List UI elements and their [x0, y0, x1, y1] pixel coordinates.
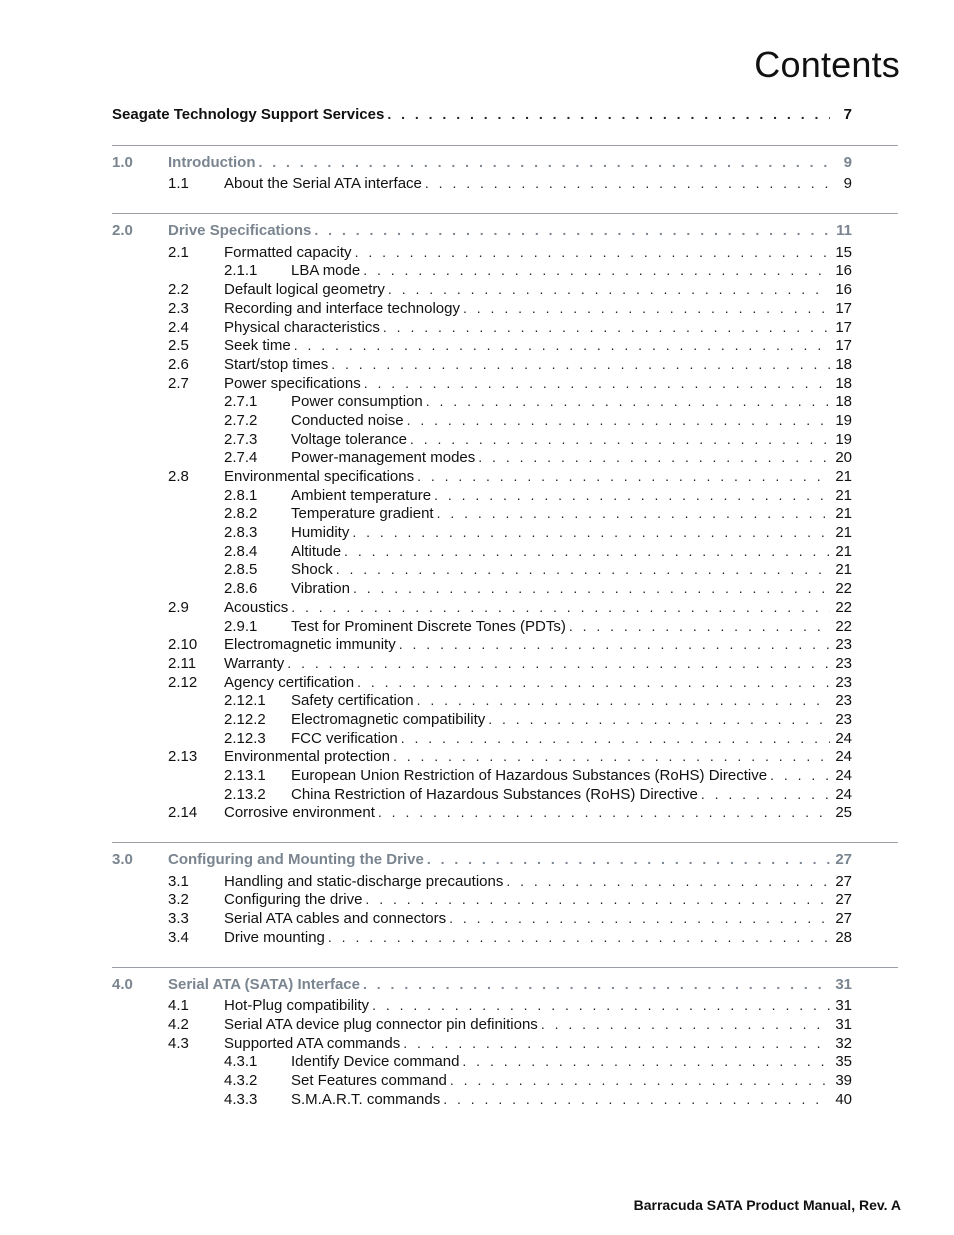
toc-entry[interactable]	[112, 1015, 852, 1034]
toc-entry[interactable]	[112, 890, 852, 909]
toc-entry-number: 2.1.1	[224, 262, 258, 280]
toc-entry[interactable]	[112, 1052, 852, 1071]
leader-dots	[378, 803, 830, 822]
toc-entry[interactable]	[112, 803, 852, 822]
toc-entry-page: 21	[835, 542, 852, 560]
leader-dots	[701, 785, 830, 804]
toc-entry-number: 2.5	[168, 337, 189, 355]
toc-entry[interactable]	[112, 243, 852, 262]
toc-entry-label: Supported ATA commands	[224, 1034, 401, 1052]
toc-entry-number: 2.4	[168, 318, 189, 336]
toc-entry-support[interactable]	[112, 105, 852, 124]
toc-entry-page: 21	[835, 561, 852, 579]
toc-entry[interactable]	[112, 654, 852, 673]
toc-entry-page: 18	[835, 374, 852, 392]
leader-dots	[388, 280, 830, 299]
leader-dots	[336, 560, 830, 579]
toc-entry-page: 39	[835, 1071, 852, 1089]
toc-section	[112, 842, 852, 946]
toc-entry-number: 4.3.2	[224, 1071, 258, 1089]
toc-entry-label: Drive Specifications	[168, 222, 312, 240]
toc-entry-label: Ambient temperature	[291, 486, 432, 504]
toc-entry-number: 3.3	[168, 910, 189, 928]
toc-entry-page: 31	[835, 997, 852, 1015]
toc-entry-page: 17	[835, 299, 852, 317]
leader-dots	[417, 691, 830, 710]
toc-chapter[interactable]	[112, 975, 852, 994]
leader-dots	[506, 872, 830, 891]
toc-entry[interactable]	[112, 1034, 852, 1053]
toc-entry-number: 2.11	[168, 654, 197, 672]
toc-entry[interactable]	[112, 355, 852, 374]
toc-entry[interactable]	[112, 318, 852, 337]
toc-entry-page: 24	[835, 748, 852, 766]
toc-entry[interactable]	[112, 1071, 852, 1090]
toc-entry[interactable]	[112, 928, 852, 947]
toc-entry-label: Power consumption	[291, 393, 423, 411]
toc-entry[interactable]	[112, 336, 852, 355]
toc-entry-number: 2.8.2	[224, 505, 258, 523]
page-footer: Barracuda SATA Product Manual, Rev. A	[633, 1197, 901, 1213]
toc-entry-page: 18	[835, 393, 852, 411]
leader-dots	[258, 153, 830, 172]
toc-entry-label: Humidity	[291, 524, 350, 542]
toc-entry-number: 4.3.1	[224, 1053, 258, 1071]
toc-entry-label: Warranty	[224, 654, 285, 672]
leader-dots	[437, 504, 830, 523]
toc-entry-page: 32	[835, 1034, 852, 1052]
toc-entry[interactable]	[112, 504, 852, 523]
toc-entry-label: Handling and static-discharge precautions	[224, 872, 504, 890]
toc-entry-number: 2.14	[168, 804, 198, 822]
toc-entry-number: 4.2	[168, 1015, 189, 1033]
toc-entry-page: 21	[835, 468, 852, 485]
toc-entry-page: 23	[835, 710, 852, 728]
toc-entry-number: 1.1	[168, 175, 189, 193]
toc-entry-page: 9	[843, 153, 852, 171]
toc-entry-label: Test for Prominent Discrete Tones (PDTs)	[291, 617, 566, 635]
toc-entry-number: 2.10	[168, 636, 198, 654]
leader-dots	[478, 448, 830, 467]
toc-entry-number: 1.0	[112, 153, 133, 171]
toc-entry[interactable]	[112, 617, 852, 636]
toc-entry-page: 20	[835, 449, 852, 467]
toc-entry-page: 28	[835, 928, 852, 946]
leader-dots	[372, 996, 830, 1015]
toc-entry-label: Serial ATA device plug connector pin definitions	[224, 1015, 538, 1033]
section-divider	[112, 145, 898, 146]
toc-entry-label: Electromagnetic compatibility	[291, 710, 486, 728]
toc-entry[interactable]	[112, 996, 852, 1015]
table-of-contents	[112, 105, 852, 1108]
toc-entry-label: European Union Restriction of Hazardous Substances (RoHS) Directive	[291, 767, 768, 784]
leader-dots	[331, 355, 830, 374]
leader-dots	[383, 318, 830, 337]
toc-entry[interactable]	[112, 785, 852, 804]
toc-entry-label: Temperature gradient	[291, 505, 434, 523]
leader-dots	[463, 299, 830, 318]
toc-entry-page: 21	[835, 505, 852, 523]
toc-entry[interactable]	[112, 1090, 852, 1109]
toc-entry-label: About the Serial ATA interface	[224, 175, 422, 193]
leader-dots	[364, 374, 830, 393]
toc-entry-page: 23	[835, 654, 852, 672]
toc-entry-label: Serial ATA (SATA) Interface	[168, 975, 360, 993]
toc-entry-page: 27	[835, 891, 852, 909]
toc-entry[interactable]	[112, 374, 852, 393]
toc-entry-label: Identify Device command	[291, 1053, 460, 1071]
toc-entry-page: 24	[835, 785, 852, 803]
toc-entry-label: S.M.A.R.T. commands	[291, 1090, 441, 1108]
toc-entry-page: 15	[835, 243, 852, 261]
toc-entry-number: 4.0	[112, 975, 133, 993]
toc-entry-page: 17	[835, 318, 852, 336]
toc-entry[interactable]	[112, 747, 852, 766]
toc-entry[interactable]	[112, 448, 852, 467]
toc-entry-number: 4.1	[168, 997, 189, 1015]
toc-entry-label: FCC verification	[291, 729, 398, 747]
toc-entry-label: Corrosive environment	[224, 804, 375, 822]
leader-dots	[541, 1015, 830, 1034]
toc-entry-label: Start/stop times	[224, 355, 329, 373]
toc-section	[112, 145, 852, 193]
toc-entry-label: Power-management modes	[291, 449, 476, 467]
toc-entry-number: 2.8.6	[224, 580, 258, 598]
toc-entry-label: Vibration	[291, 580, 350, 598]
toc-entry-label: Environmental specifications	[224, 468, 415, 485]
toc-section	[112, 213, 852, 822]
toc-entry[interactable]	[112, 673, 852, 692]
toc-entry[interactable]	[112, 299, 852, 318]
toc-entry-label: Default logical geometry	[224, 281, 385, 299]
toc-entry-number: 2.13.2	[224, 785, 266, 803]
toc-entry[interactable]	[112, 430, 852, 449]
toc-entry-number: 2.8.4	[224, 542, 258, 560]
toc-entry[interactable]	[112, 486, 852, 505]
leader-dots	[403, 1034, 830, 1053]
leader-dots	[443, 1090, 830, 1109]
leader-dots	[353, 579, 830, 598]
toc-entry-number: 4.3.3	[224, 1090, 258, 1108]
toc-entry[interactable]	[112, 766, 852, 785]
leader-dots	[287, 654, 830, 673]
leader-dots	[344, 542, 830, 561]
leader-dots	[426, 392, 830, 411]
toc-entry-page: 24	[835, 767, 852, 784]
toc-entry-number: 2.0	[112, 222, 133, 240]
toc-entry-number: 2.3	[168, 299, 189, 317]
toc-entry-page: 23	[835, 673, 852, 691]
toc-entry-page: 35	[835, 1053, 852, 1071]
toc-entry-label: Formatted capacity	[224, 243, 352, 261]
toc-entry-page: 23	[835, 636, 852, 654]
toc-entry-page: 16	[835, 281, 852, 299]
leader-dots	[770, 766, 830, 785]
toc-entry-label: Configuring the drive	[224, 891, 363, 909]
toc-entry-number: 2.7.4	[224, 449, 258, 467]
toc-chapter[interactable]	[112, 153, 852, 172]
toc-entry-label: Acoustics	[224, 598, 289, 616]
toc-entry-number: 2.12	[168, 673, 198, 691]
toc-entry-label: Recording and interface technology	[224, 299, 460, 317]
leader-dots	[387, 105, 830, 124]
toc-entry-page: 24	[835, 729, 852, 747]
toc-entry-label: Power specifications	[224, 374, 361, 392]
toc-entry-number: 2.8.5	[224, 561, 258, 579]
leader-dots	[450, 1071, 830, 1090]
leader-dots	[417, 467, 830, 486]
section-divider	[112, 842, 898, 843]
toc-entry[interactable]	[112, 174, 852, 193]
toc-entry-number: 3.2	[168, 891, 189, 909]
toc-entry-page: 18	[835, 355, 852, 373]
toc-entry-number: 2.8.1	[224, 486, 258, 504]
leader-dots	[488, 710, 830, 729]
toc-entry-label: Introduction	[168, 153, 256, 171]
leader-dots	[569, 617, 830, 636]
toc-entry-page: 25	[835, 804, 852, 822]
toc-entry-page: 27	[835, 872, 852, 890]
leader-dots	[401, 729, 830, 748]
toc-entry-label: Serial ATA cables and connectors	[224, 910, 447, 928]
toc-entry[interactable]	[112, 598, 852, 617]
toc-entry-label: Safety certification	[291, 692, 414, 710]
toc-entry-number: 2.13.1	[224, 767, 266, 784]
toc-entry-page: 9	[843, 175, 852, 193]
leader-dots	[355, 243, 830, 262]
toc-entry-label: Set Features command	[291, 1071, 447, 1089]
toc-entry-label: Environmental protection	[224, 748, 390, 766]
leader-dots	[407, 411, 830, 430]
leader-dots	[365, 890, 830, 909]
toc-entry-page: 22	[835, 580, 852, 598]
leader-dots	[410, 430, 830, 449]
section-divider	[112, 967, 898, 968]
leader-dots	[363, 975, 830, 994]
toc-entry-number: 4.3	[168, 1034, 189, 1052]
toc-entry-page: 19	[835, 411, 852, 429]
toc-entry-label: Hot-Plug compatibility	[224, 997, 370, 1015]
toc-entry[interactable]	[112, 909, 852, 928]
toc-entry-page: 27	[835, 910, 852, 928]
toc-entry-page: 27	[835, 851, 852, 869]
toc-entry-page: 23	[835, 692, 852, 710]
toc-entry-number: 2.12.1	[224, 692, 266, 710]
toc-sections	[112, 145, 852, 1109]
leader-dots	[357, 673, 830, 692]
toc-entry-page: 16	[835, 262, 852, 280]
leader-dots	[425, 174, 830, 193]
toc-entry-number: 2.2	[168, 281, 189, 299]
leader-dots	[363, 261, 830, 280]
toc-entry-number: 2.6	[168, 355, 189, 373]
toc-entry-label: China Restriction of Hazardous Substances (RoHS) Directive	[291, 785, 698, 803]
toc-entry[interactable]	[112, 392, 852, 411]
toc-entry-label: Altitude	[291, 542, 342, 560]
leader-dots	[427, 850, 830, 869]
toc-chapter[interactable]	[112, 850, 852, 869]
leader-dots	[294, 336, 830, 355]
toc-entry[interactable]	[112, 579, 852, 598]
toc-entry-page: 21	[835, 524, 852, 542]
toc-section	[112, 967, 852, 1109]
toc-entry-number: 2.12.3	[224, 729, 266, 747]
toc-entry-label: Shock	[291, 561, 333, 579]
toc-entry[interactable]	[112, 280, 852, 299]
toc-entry-number: 2.7.3	[224, 430, 258, 448]
toc-entry-number: 2.12.2	[224, 710, 266, 728]
toc-entry-page: 21	[835, 486, 852, 504]
toc-entry-page: 22	[835, 598, 852, 616]
page-title: Contents	[754, 44, 900, 85]
toc-entry-page: 7	[843, 106, 852, 123]
toc-entry-number: 3.1	[168, 872, 189, 890]
toc-entry[interactable]	[112, 261, 852, 280]
toc-entry-number: 3.4	[168, 928, 189, 946]
toc-entry-page: 19	[835, 430, 852, 448]
toc-entry-number: 2.13	[168, 748, 198, 766]
leader-dots	[393, 747, 830, 766]
toc-entry-label: Electromagnetic immunity	[224, 636, 396, 654]
toc-entry-number: 2.7.2	[224, 411, 258, 429]
toc-entry-number: 2.7	[168, 374, 189, 392]
toc-entry-number: 2.1	[168, 243, 189, 261]
toc-entry-label: Drive mounting	[224, 928, 325, 946]
toc-entry-page: 31	[835, 1015, 852, 1033]
toc-entry[interactable]	[112, 523, 852, 542]
leader-dots	[434, 486, 830, 505]
toc-entry-number: 3.0	[112, 851, 133, 869]
toc-entry-page: 31	[835, 975, 852, 993]
toc-entry-number: 2.8	[168, 468, 189, 485]
leader-dots	[328, 928, 830, 947]
toc-entry-page: 22	[835, 617, 852, 635]
toc-entry-number: 2.9.1	[224, 617, 258, 635]
toc-entry[interactable]	[112, 467, 852, 486]
toc-entry-label: Conducted noise	[291, 411, 404, 429]
toc-entry[interactable]	[112, 691, 852, 710]
toc-entry-page: 11	[836, 222, 852, 240]
toc-entry-label: Seek time	[224, 337, 291, 355]
leader-dots	[352, 523, 830, 542]
toc-entry[interactable]	[112, 729, 852, 748]
leader-dots	[462, 1052, 830, 1071]
toc-entry[interactable]	[112, 710, 852, 729]
toc-entry-label: Configuring and Mounting the Drive	[168, 851, 424, 869]
toc-entry-number: 2.7.1	[224, 393, 258, 411]
leader-dots	[291, 598, 830, 617]
toc-entry[interactable]	[112, 635, 852, 654]
toc-entry-label: Agency certification	[224, 673, 355, 691]
toc-entry-number: 2.8.3	[224, 524, 258, 542]
toc-entry[interactable]	[112, 872, 852, 891]
leader-dots	[314, 221, 830, 240]
section-divider	[112, 213, 898, 214]
toc-entry[interactable]	[112, 411, 852, 430]
toc-entry-page: 17	[835, 337, 852, 355]
toc-entry-label: LBA mode	[291, 262, 361, 280]
toc-chapter[interactable]	[112, 221, 852, 240]
toc-entry[interactable]	[112, 560, 852, 579]
toc-entry-label: Physical characteristics	[224, 318, 380, 336]
leader-dots	[449, 909, 830, 928]
toc-entry-page: 40	[835, 1090, 852, 1108]
toc-entry-label: Voltage tolerance	[291, 430, 407, 448]
toc-entry-number: 2.9	[168, 598, 189, 616]
leader-dots	[399, 635, 830, 654]
toc-entry-label: Seagate Technology Support Services	[112, 106, 385, 123]
toc-entry[interactable]	[112, 542, 852, 561]
